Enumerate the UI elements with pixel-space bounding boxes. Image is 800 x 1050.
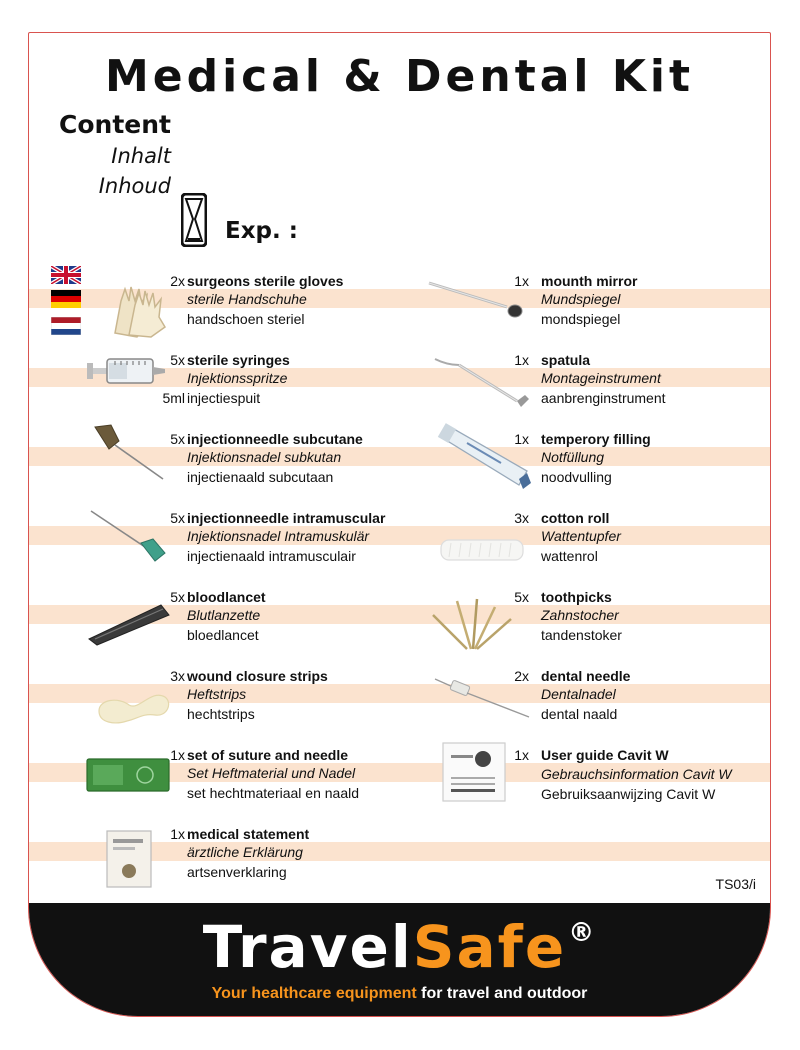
item-label-nl: set hechtmateriaal en naald (187, 785, 359, 801)
item-label-nl: injectienaald intramusculair (187, 548, 356, 564)
item-label-nl: Gebruiksaanwijzing Cavit W (541, 786, 716, 802)
dutch-flag-icon (51, 317, 81, 335)
item-label-de: Dentalnadel (541, 686, 616, 702)
item-label-nl: bloedlancet (187, 627, 259, 643)
item-label-de: Set Heftmaterial und Nadel (187, 765, 356, 781)
item-volume: 5ml (162, 390, 185, 406)
item-label-en: injectionneedle subcutane (187, 431, 363, 447)
expiry-label: Exp. : (225, 218, 298, 244)
strip-icon (93, 683, 173, 727)
brand-part-2: Safe (412, 913, 567, 981)
item-label-de: Injektionsnadel subkutan (187, 449, 342, 465)
german-flag-icon (51, 290, 81, 308)
page-title: Medical & Dental Kit (104, 51, 695, 102)
item-label-nl: dental naald (541, 706, 618, 722)
item-label-nl: artsenverklaring (187, 864, 287, 880)
item-qty: 1x (170, 826, 185, 842)
item-label-en: cotton roll (541, 510, 610, 526)
item-label-nl: hechtstrips (187, 706, 255, 722)
item-label-en: temperory filling (541, 431, 651, 447)
item-label-nl: injectienaald subcutaan (187, 469, 334, 485)
item-label-de: Injektionsnadel Intramuskulär (187, 528, 370, 544)
brand-part-1: Travel (202, 913, 413, 981)
kit-card (28, 32, 771, 1017)
item-label-nl: wattenrol (541, 548, 598, 564)
tagline-part-1: Your healthcare equipment (211, 985, 417, 1002)
item-label-de: Notfüllung (541, 449, 605, 465)
tagline-part-2: for travel and outdoor (416, 985, 588, 1002)
item-qty: 3x (514, 510, 529, 526)
item-label-de: ärztliche Erklärung (187, 844, 303, 860)
item-qty: 5x (170, 510, 185, 526)
item-qty: 2x (514, 668, 529, 684)
registered-mark: ® (568, 918, 597, 948)
brand-footer (29, 903, 770, 1017)
content-label-en: Content (59, 110, 171, 139)
item-qty: 5x (170, 431, 185, 447)
item-label-en: set of suture and needle (187, 747, 349, 763)
uk-flag-icon (51, 266, 81, 284)
item-qty: 1x (514, 747, 529, 763)
item-label-nl: aanbrenginstrument (541, 390, 666, 406)
item-label-en: bloodlancet (187, 589, 266, 605)
item-label-de: Injektionsspritze (187, 370, 288, 386)
item-qty: 2x (170, 273, 185, 289)
item-qty: 1x (514, 352, 529, 368)
item-label-de: Zahnstocher (541, 607, 619, 623)
item-label-nl: handschoen steriel (187, 311, 305, 327)
item-qty: 1x (170, 747, 185, 763)
brand-logo (29, 913, 770, 981)
item-label-de: Blutlanzette (187, 607, 261, 623)
brand-tagline (29, 985, 770, 1003)
item-label-nl: mondspiegel (541, 311, 621, 327)
hourglass-icon (181, 193, 207, 247)
item-label-en: surgeons sterile gloves (187, 273, 344, 289)
item-label-nl: injectiespuit (187, 390, 261, 406)
item-qty: 5x (170, 589, 185, 605)
item-label-en: toothpicks (541, 589, 612, 605)
item-label-en: dental needle (541, 668, 631, 684)
item-label-en: mounth mirror (541, 273, 638, 289)
item-label-en: User guide Cavit W (541, 747, 669, 763)
item-label-de: sterile Handschuhe (187, 291, 307, 307)
item-qty: 1x (514, 273, 529, 289)
item-label-de: Heftstrips (187, 686, 247, 702)
item-label-en: injectionneedle intramuscular (187, 510, 386, 526)
item-label-de: Gebrauchsinformation Cavit W (541, 766, 732, 782)
item-qty: 3x (170, 668, 185, 684)
item-qty: 1x (514, 431, 529, 447)
item-label-de: Wattentupfer (541, 528, 621, 544)
item-qty: 5x (170, 352, 185, 368)
content-label-nl: Inhoud (98, 174, 171, 198)
item-label-de: Mundspiegel (541, 291, 621, 307)
cotton-roll-icon (439, 537, 525, 563)
product-code: TS03/i (715, 876, 756, 892)
item-qty: 5x (514, 589, 529, 605)
content-heading (59, 109, 171, 201)
item-label-nl: tandenstoker (541, 627, 622, 643)
item-label-en: medical statement (187, 826, 310, 842)
item-label-nl: noodvulling (541, 469, 612, 485)
gloves-icon (107, 283, 169, 339)
content-label-de: Inhalt (111, 144, 171, 168)
item-label-en: wound closure strips (187, 668, 328, 684)
expiry-row (181, 193, 298, 247)
item-label-en: spatula (541, 352, 591, 368)
item-label-en: sterile syringes (187, 352, 290, 368)
item-label-de: Montageinstrument (541, 370, 661, 386)
